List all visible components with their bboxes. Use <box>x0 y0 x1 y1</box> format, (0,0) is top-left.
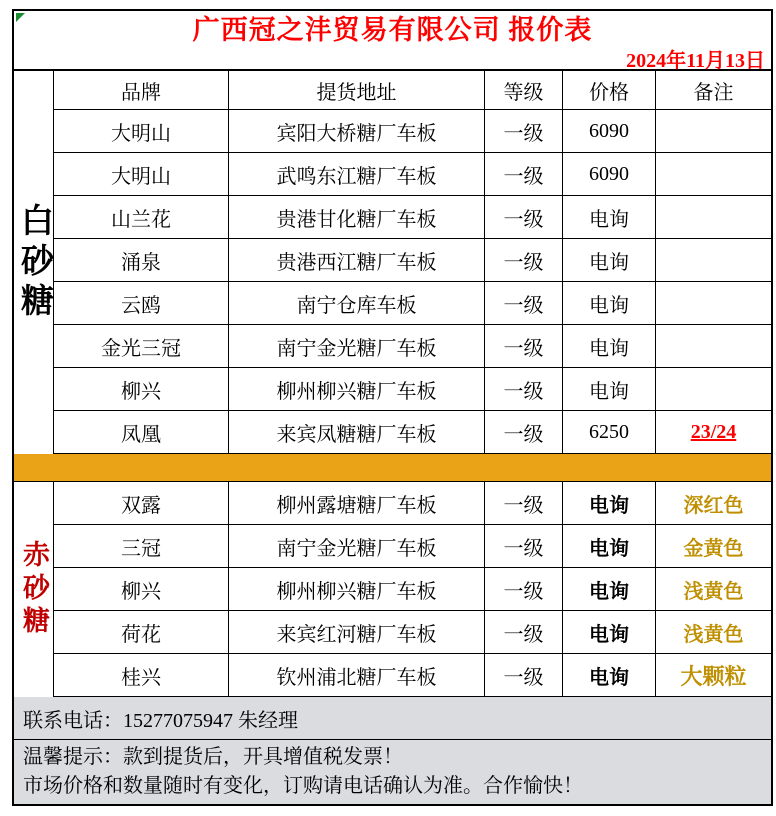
company-title: 广西冠之沣贸易有限公司 报价表 <box>192 15 593 45</box>
col-header-price: 价格 <box>563 71 656 110</box>
cell-price: 电询 <box>563 196 656 239</box>
cell-grade: 一级 <box>485 368 563 411</box>
cell-grade: 一级 <box>485 411 563 454</box>
cell-remark-color: 浅黄色 <box>656 568 771 611</box>
cell-brand: 桂兴 <box>54 654 229 697</box>
notice-row <box>14 740 771 804</box>
cell-brand: 荷花 <box>54 611 229 654</box>
cell-remark <box>656 368 771 411</box>
cell-grade: 一级 <box>485 568 563 611</box>
cell-corner-marker-icon <box>16 13 25 22</box>
quotation-table <box>12 9 773 806</box>
section-label-brown-sugar: 赤砂糖 <box>14 482 54 697</box>
cell-remark <box>656 325 771 368</box>
cell-price: 6090 <box>563 153 656 196</box>
cell-remark <box>656 110 771 153</box>
cell-brand: 大明山 <box>54 153 229 196</box>
cell-price: 电询 <box>563 611 656 654</box>
title-block <box>14 11 771 71</box>
cell-remark-color: 深红色 <box>656 482 771 525</box>
price-grid <box>14 71 771 804</box>
cell-address: 南宁仓库车板 <box>229 282 485 325</box>
cell-remark-crop-year: 23/24 <box>656 411 771 454</box>
cell-price: 电询 <box>563 368 656 411</box>
cell-brand: 柳兴 <box>54 568 229 611</box>
cell-address: 武鸣东江糖厂车板 <box>229 153 485 196</box>
cell-address: 贵港西江糖厂车板 <box>229 239 485 282</box>
cell-grade: 一级 <box>485 153 563 196</box>
cell-remark <box>656 282 771 325</box>
cell-brand: 山兰花 <box>54 196 229 239</box>
cell-grade: 一级 <box>485 525 563 568</box>
cell-remark-color: 浅黄色 <box>656 611 771 654</box>
cell-brand: 云鸥 <box>54 282 229 325</box>
cell-grade: 一级 <box>485 611 563 654</box>
cell-address: 来宾凤糖糖厂车板 <box>229 411 485 454</box>
cell-grade: 一级 <box>485 110 563 153</box>
col-header-grade: 等级 <box>485 71 563 110</box>
cell-grade: 一级 <box>485 282 563 325</box>
cell-brand: 凤凰 <box>54 411 229 454</box>
cell-address: 来宾红河糖厂车板 <box>229 611 485 654</box>
notice-line-1: 温馨提示：款到提货后，开具增值税发票！ <box>23 746 403 768</box>
cell-remark-grain: 大颗粒 <box>656 654 771 697</box>
cell-price: 电询 <box>563 525 656 568</box>
cell-price: 电询 <box>563 325 656 368</box>
cell-remark <box>656 153 771 196</box>
cell-address: 南宁金光糖厂车板 <box>229 325 485 368</box>
col-header-remark: 备注 <box>656 71 771 110</box>
cell-address: 柳州露塘糖厂车板 <box>229 482 485 525</box>
cell-brand: 涌泉 <box>54 239 229 282</box>
cell-grade: 一级 <box>485 196 563 239</box>
notice-line-2: 市场价格和数量随时有变化，订购请电话确认为准。合作愉快！ <box>23 775 583 797</box>
cell-remark <box>656 196 771 239</box>
cell-price: 6250 <box>563 411 656 454</box>
contact-phone: 联系电话：15277075947 朱经理 <box>23 709 298 732</box>
section-label-white-sugar: 白砂糖 <box>14 71 54 454</box>
contact-row <box>14 697 771 740</box>
cell-remark-color: 金黄色 <box>656 525 771 568</box>
cell-address: 贵港甘化糖厂车板 <box>229 196 485 239</box>
cell-remark <box>656 239 771 282</box>
cell-price: 6090 <box>563 110 656 153</box>
cell-brand: 金光三冠 <box>54 325 229 368</box>
cell-grade: 一级 <box>485 239 563 282</box>
cell-address: 柳州柳兴糖厂车板 <box>229 568 485 611</box>
cell-address: 钦州浦北糖厂车板 <box>229 654 485 697</box>
cell-address: 柳州柳兴糖厂车板 <box>229 368 485 411</box>
cell-grade: 一级 <box>485 654 563 697</box>
cell-brand: 双露 <box>54 482 229 525</box>
cell-price: 电询 <box>563 282 656 325</box>
divider-band <box>14 454 771 482</box>
cell-price: 电询 <box>563 239 656 282</box>
cell-address: 宾阳大桥糖厂车板 <box>229 110 485 153</box>
cell-brand: 大明山 <box>54 110 229 153</box>
col-header-address: 提货地址 <box>229 71 485 110</box>
quote-date: 2024年11月13日 <box>626 49 765 72</box>
cell-grade: 一级 <box>485 325 563 368</box>
cell-address: 南宁金光糖厂车板 <box>229 525 485 568</box>
cell-price: 电询 <box>563 568 656 611</box>
col-header-brand: 品牌 <box>54 71 229 110</box>
cell-price: 电询 <box>563 482 656 525</box>
cell-grade: 一级 <box>485 482 563 525</box>
cell-price: 电询 <box>563 654 656 697</box>
cell-brand: 三冠 <box>54 525 229 568</box>
cell-brand: 柳兴 <box>54 368 229 411</box>
